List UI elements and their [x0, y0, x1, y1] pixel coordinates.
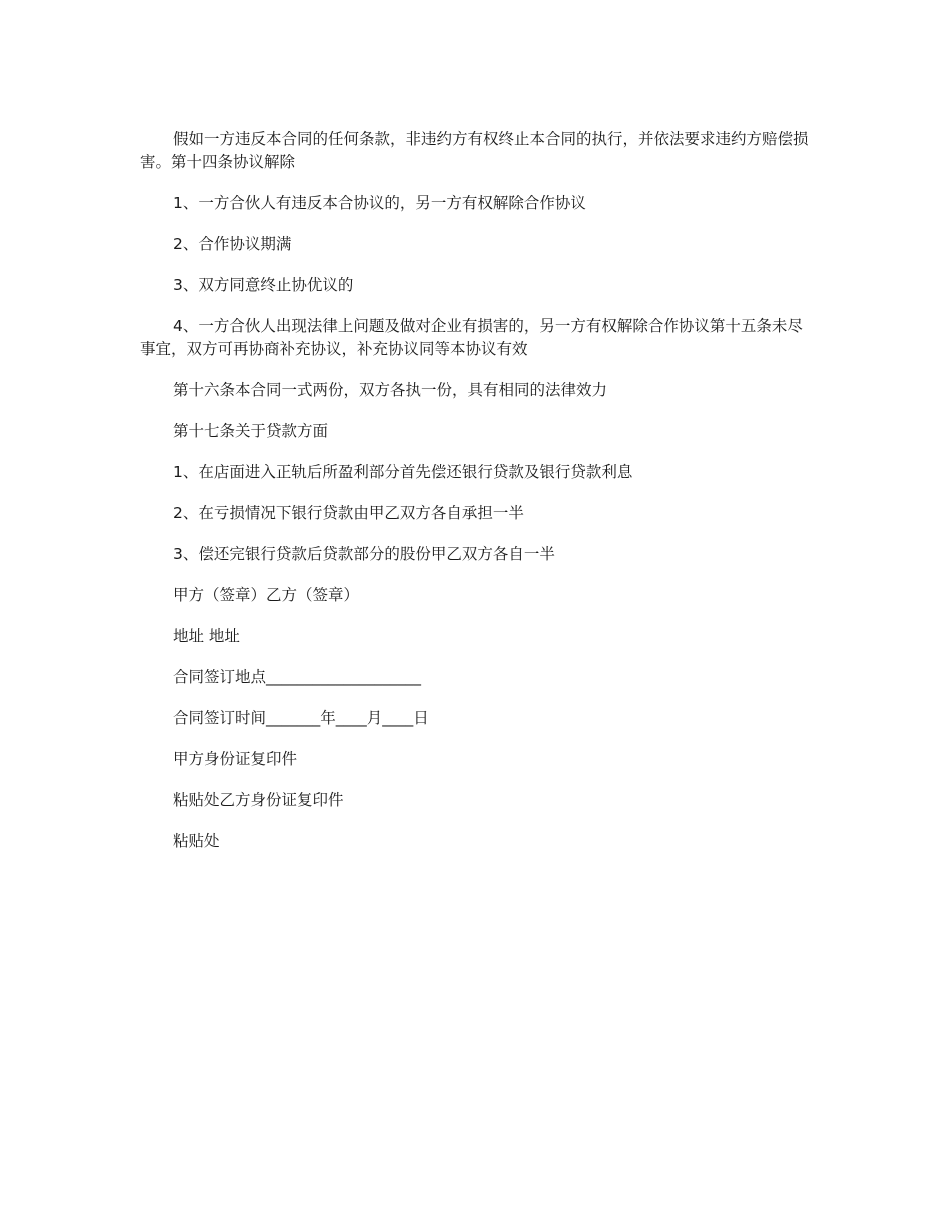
paragraph-clause-14-item-3: 3、双方同意终止协优议的 [173, 276, 354, 294]
paragraph-breach-termination: 假如一方违反本合同的任何条款，非违约方有权终止本合同的执行，并依法要求违约方赔偿损害。第十四条协议解除 [140, 130, 809, 171]
paragraph-clause-14-item-4: 4、一方合伙人出现法律上问题及做对企业有损害的，另一方有权解除合作协议第十五条未尽事宜，双方可再协商补充协议，补充协议同等本协议有效 [140, 317, 803, 358]
paste-here-label: 粘贴处 [173, 832, 220, 850]
signature-line: 甲方（签章）乙方（签章） [173, 586, 360, 604]
party-a-id-copy-label: 甲方身份证复印件 [173, 750, 298, 768]
paragraph-clause-17-item-2: 2、在亏损情况下银行贷款由甲乙双方各自承担一半 [173, 504, 524, 522]
address-line: 地址 地址 [173, 627, 240, 645]
paragraph-clause-17-item-1: 1、在店面进入正轨后所盈利部分首先偿还银行贷款及银行贷款利息 [173, 463, 633, 481]
paragraph-clause-17-item-3: 3、偿还完银行贷款后贷款部分的股份甲乙双方各自一半 [173, 545, 555, 563]
paragraph-clause-16: 第十六条本合同一式两份，双方各执一份，具有相同的法律效力 [173, 381, 608, 399]
signing-date-line: 合同签订时间_______年____月____日 [173, 709, 429, 727]
party-b-id-copy-label: 粘贴处乙方身份证复印件 [173, 791, 344, 809]
paragraph-clause-17-heading: 第十七条关于贷款方面 [173, 422, 329, 440]
signing-place-line: 合同签订地点____________________ [173, 668, 422, 686]
paragraph-clause-14-item-1: 1、一方合伙人有违反本合协议的，另一方有权解除合作协议 [173, 194, 586, 212]
paragraph-clause-14-item-2: 2、合作协议期满 [173, 235, 292, 253]
document-body [140, 128, 815, 871]
